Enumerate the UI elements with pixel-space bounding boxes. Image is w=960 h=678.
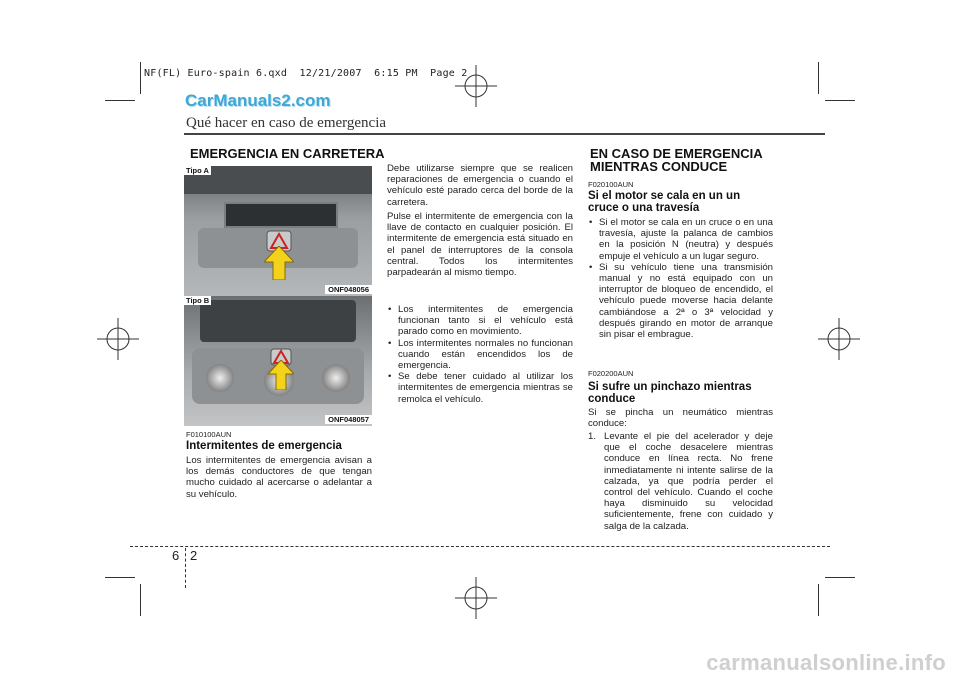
arrow-icon (268, 360, 294, 390)
crop-mark (818, 584, 819, 616)
registration-mark-icon (818, 318, 860, 360)
ref-code: F020100AUN (588, 180, 634, 189)
bullets-motor-cala (588, 217, 773, 340)
list-item: • Los intermitentes normales no funcionan cuando están encendidos los de emergencia. (387, 338, 573, 372)
watermark-logo[interactable]: CarManuals2.com (185, 91, 331, 110)
photo-tipo-a (184, 166, 372, 296)
list-item (588, 431, 773, 532)
image-tag: Tipo B (186, 296, 210, 305)
watermark-bottom[interactable]: carmanualsonline.info (706, 650, 946, 675)
step-text: Levante el pie del acelerador y deje que el coche desacelere mientras conduce en línea recta. No frene inmediatamente ni intente salirse de la calzada, ya que podría perder el control del vehículo. Cuando el coche haya disminuido su velocidad suficientemente, frene con cuidado y salga de la calzada. (604, 431, 773, 532)
crop-mark (105, 577, 135, 578)
subheading-line: cruce o una travesía (588, 202, 700, 214)
crop-mark (818, 62, 819, 94)
paragraph-pulse: Pulse el intermitente de emergencia con la llave de contacto en cualquier posición. El intermitente de emergencia está situado en el panel de interruptores de la consola central. Todos los intermitentes parpadearán al mismo tiempo. (387, 211, 573, 279)
crop-mark (825, 100, 855, 101)
heading-emergencia-carretera: EMERGENCIA EN CARRETERA (190, 146, 385, 161)
paragraph-reparaciones: Debe utilizarse siempre que se realicen reparaciones de emergencia o cuando el vehículo esté parado cerca del borde de la carretera. (387, 163, 573, 208)
header-rule (184, 133, 825, 135)
image-code: ONF048057 (325, 415, 372, 424)
list-item: • Se debe tener cuidado al utilizar los intermitentes de emergencia mientras se remolca el vehículo. (387, 371, 573, 405)
subheading-motor-cala (588, 190, 740, 214)
section-title: Qué hacer en caso de emergencia (186, 115, 387, 131)
crop-mark (140, 62, 141, 94)
registration-mark-icon (97, 318, 139, 360)
knob (322, 364, 350, 392)
steps-pinchazo (588, 431, 773, 532)
crop-mark (825, 577, 855, 578)
paragraph-pinchazo: Si se pincha un neumático mientras conduce: (588, 407, 773, 430)
display-panel (224, 202, 338, 228)
print-header-line: NF(FL) Euro-spain 6.qxd 12/21/2007 6:15 PM Page 2 (144, 68, 468, 79)
heading-line: EN CASO DE EMERGENCIA (590, 146, 763, 161)
crop-mark (140, 584, 141, 616)
footer-dashed-rule (130, 546, 830, 547)
ref-code: F010100AUN (186, 430, 232, 439)
arrow-icon (264, 246, 294, 280)
page-number: 2 (190, 548, 198, 563)
subheading-line: Si el motor se cala en un un (588, 190, 741, 202)
list-item: • Los intermitentes de emergencia funcionan tanto si el vehículo está parado como en movimiento. (387, 304, 573, 338)
ref-code: F020200AUN (588, 369, 634, 378)
knob (206, 364, 234, 392)
subheading-line: conduce (588, 393, 636, 405)
subheading-pinchazo (588, 381, 752, 405)
image-tag: Tipo A (186, 166, 209, 175)
list-item: • Si su vehículo tiene una transmisión manual y no está equipado con un interruptor de bloqueo de encendido, el vehículo puede moverse hacia delante cambiándose a 2ª o 3ª velocidad y después girando en motor de arranque sin pisar el embrague. (588, 262, 773, 340)
bullets-intermitentes (387, 304, 573, 405)
crop-mark (105, 100, 135, 101)
registration-mark-icon (455, 577, 497, 619)
footer-divider (185, 548, 186, 588)
heading-caso-emergencia (590, 147, 763, 173)
subheading-line: Si sufre un pinchazo mientras (588, 381, 752, 393)
list-item: • Si el motor se cala en un cruce o en una travesía, ajuste la palanca de cambios en la posición N (neutra) y después empuje el vehículo a un lugar seguro. (588, 217, 773, 262)
page-chapter: 6 (172, 548, 180, 563)
step-number: 1. (588, 431, 597, 442)
paragraph-intermitentes: Los intermitentes de emergencia avisan a los demás conductores de que tengan mucho cuidado al acercarse o adelantar a su vehículo. (186, 455, 372, 500)
photo-tipo-b (184, 296, 372, 426)
subheading-intermitentes: Intermitentes de emergencia (186, 440, 342, 452)
heading-line: MIENTRAS CONDUCE (590, 159, 728, 174)
image-code: ONF048056 (325, 285, 372, 294)
